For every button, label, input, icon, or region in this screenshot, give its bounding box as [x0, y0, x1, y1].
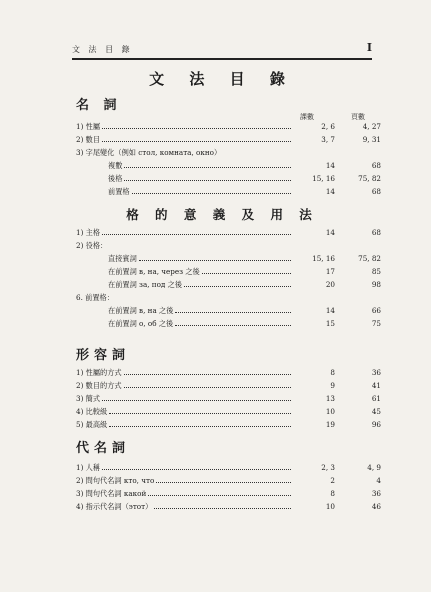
lesson-number: 13	[325, 394, 335, 403]
lesson-number: 19	[325, 420, 335, 429]
leader-dots	[102, 400, 291, 401]
leader-dots	[175, 325, 291, 326]
lesson-number: 8	[330, 489, 335, 498]
toc-row	[76, 488, 381, 499]
entry-label: 2) 役格：	[76, 241, 108, 250]
leader-dots	[156, 482, 291, 483]
leader-dots	[132, 193, 291, 194]
page-number-cell: 41	[371, 381, 381, 390]
entry-label: 在前置詞 за, под 之後	[108, 280, 183, 289]
toc-row	[76, 393, 381, 404]
page-number-cell: 75, 82	[358, 174, 381, 183]
page-number-cell: 85	[371, 267, 381, 276]
toc-row	[76, 406, 381, 417]
toc-row	[76, 240, 381, 251]
leader-dots	[124, 387, 291, 388]
column-header-page: 頁數	[351, 113, 365, 121]
column-header-lesson: 課數	[300, 113, 314, 121]
section-heading-pronouns: 代名詞	[76, 441, 131, 456]
page-number-cell: 36	[371, 489, 381, 498]
leader-dots	[124, 180, 291, 181]
leader-dots	[102, 234, 291, 235]
toc-row	[108, 305, 381, 316]
page-number-cell: 68	[371, 228, 381, 237]
entry-label: 5) 最高級	[76, 420, 108, 429]
toc-row	[76, 121, 381, 132]
toc-row	[76, 475, 381, 486]
entry-label: 在前置詞 о, об 之後	[108, 319, 174, 328]
entry-label: 1) 性屬	[76, 122, 101, 131]
lesson-number: 10	[325, 407, 335, 416]
entry-label: 1) 人稱	[76, 463, 101, 472]
lesson-number: 3, 7	[321, 135, 335, 144]
leader-dots	[102, 469, 291, 470]
toc-row	[108, 253, 381, 264]
page-number-cell: 68	[371, 187, 381, 196]
page-number-cell: 75	[371, 319, 381, 328]
page-number-cell: 36	[371, 368, 381, 377]
toc-row	[76, 227, 381, 238]
lesson-number: 2, 3	[321, 463, 335, 472]
page-number-cell: 4, 27	[362, 122, 381, 131]
toc-row	[108, 266, 381, 277]
leader-dots	[148, 495, 291, 496]
toc-row	[76, 462, 381, 473]
section-heading-nouns: 名 詞	[76, 98, 122, 113]
entry-label: 3) 字尾變化（例如 стол, комната, окно）	[76, 148, 222, 157]
entry-label: 後格	[108, 174, 123, 183]
entry-label: 直接賓詞	[108, 254, 137, 263]
lesson-number: 2, 6	[321, 122, 335, 131]
leader-dots	[184, 286, 291, 287]
entry-label: 複數	[108, 161, 123, 170]
entry-label: 4) 指示代名詞（этот）	[76, 502, 153, 511]
lesson-number: 2	[330, 476, 335, 485]
leader-dots	[102, 128, 291, 129]
lesson-number: 15	[325, 319, 335, 328]
leader-dots	[202, 273, 291, 274]
toc-row	[108, 160, 381, 171]
lesson-number: 14	[325, 187, 335, 196]
entry-label: 3) 問句代名詞 какой	[76, 489, 147, 498]
page-title: 文 法 目 錄	[149, 70, 295, 88]
leader-dots	[109, 413, 291, 414]
toc-row	[76, 501, 381, 512]
lesson-number: 8	[330, 368, 335, 377]
lesson-number: 17	[325, 267, 335, 276]
page-number-cell: 98	[371, 280, 381, 289]
leader-dots	[154, 508, 291, 509]
toc-row	[76, 419, 381, 430]
toc-row	[108, 173, 381, 184]
lesson-number: 15, 16	[312, 174, 335, 183]
leader-dots	[124, 374, 291, 375]
toc-row	[76, 367, 381, 378]
page-number-cell: 96	[371, 420, 381, 429]
entry-label: 前置格	[108, 187, 130, 196]
toc-row	[76, 292, 381, 303]
section-heading-cases: 格 的 意 義 及 用 法	[126, 207, 318, 222]
entry-label: 在前置詞 в, на, через 之後	[108, 267, 200, 276]
entry-label: 1) 主格	[76, 228, 101, 237]
leader-dots	[102, 141, 291, 142]
page-number-cell: 61	[371, 394, 381, 403]
section-heading-adjectives: 形容詞	[76, 348, 131, 363]
leader-dots	[139, 260, 291, 261]
page-number-cell: 45	[371, 407, 381, 416]
lesson-number: 10	[325, 502, 335, 511]
entry-label: 3) 簡式	[76, 394, 101, 403]
toc-row	[108, 318, 381, 329]
entry-label: 6. 前置格：	[76, 293, 114, 302]
lesson-number: 20	[325, 280, 335, 289]
page-number-cell: 75, 82	[358, 254, 381, 263]
running-head-title: 文 法 目 錄	[72, 45, 133, 54]
entry-label: 2) 數目	[76, 135, 101, 144]
leader-dots	[175, 312, 291, 313]
page-number-cell: 4	[376, 476, 381, 485]
entry-label: 2) 數目的方式	[76, 381, 122, 390]
leader-dots	[124, 167, 291, 168]
page-number-cell: 46	[371, 502, 381, 511]
toc-row	[108, 186, 381, 197]
lesson-number: 9	[330, 381, 335, 390]
entry-label: 2) 問句代名詞 кто, что	[76, 476, 155, 485]
leader-dots	[109, 426, 291, 427]
lesson-number: 14	[325, 306, 335, 315]
running-head	[72, 41, 372, 56]
page-number: I	[366, 41, 372, 54]
page-number-cell: 66	[371, 306, 381, 315]
page-number-cell: 9, 31	[362, 135, 381, 144]
header-rule	[72, 58, 372, 60]
toc-row	[76, 134, 381, 145]
page-number-cell: 4, 9	[367, 463, 381, 472]
toc-row	[108, 279, 381, 290]
entry-label: 4) 比較級	[76, 407, 108, 416]
lesson-number: 15, 16	[312, 254, 335, 263]
toc-row	[76, 380, 381, 391]
page-number-cell: 68	[371, 161, 381, 170]
toc-row	[76, 147, 381, 158]
lesson-number: 14	[325, 161, 335, 170]
entry-label: 1) 性屬的方式	[76, 368, 122, 377]
entry-label: 在前置詞 в, на 之後	[108, 306, 174, 315]
lesson-number: 14	[325, 228, 335, 237]
